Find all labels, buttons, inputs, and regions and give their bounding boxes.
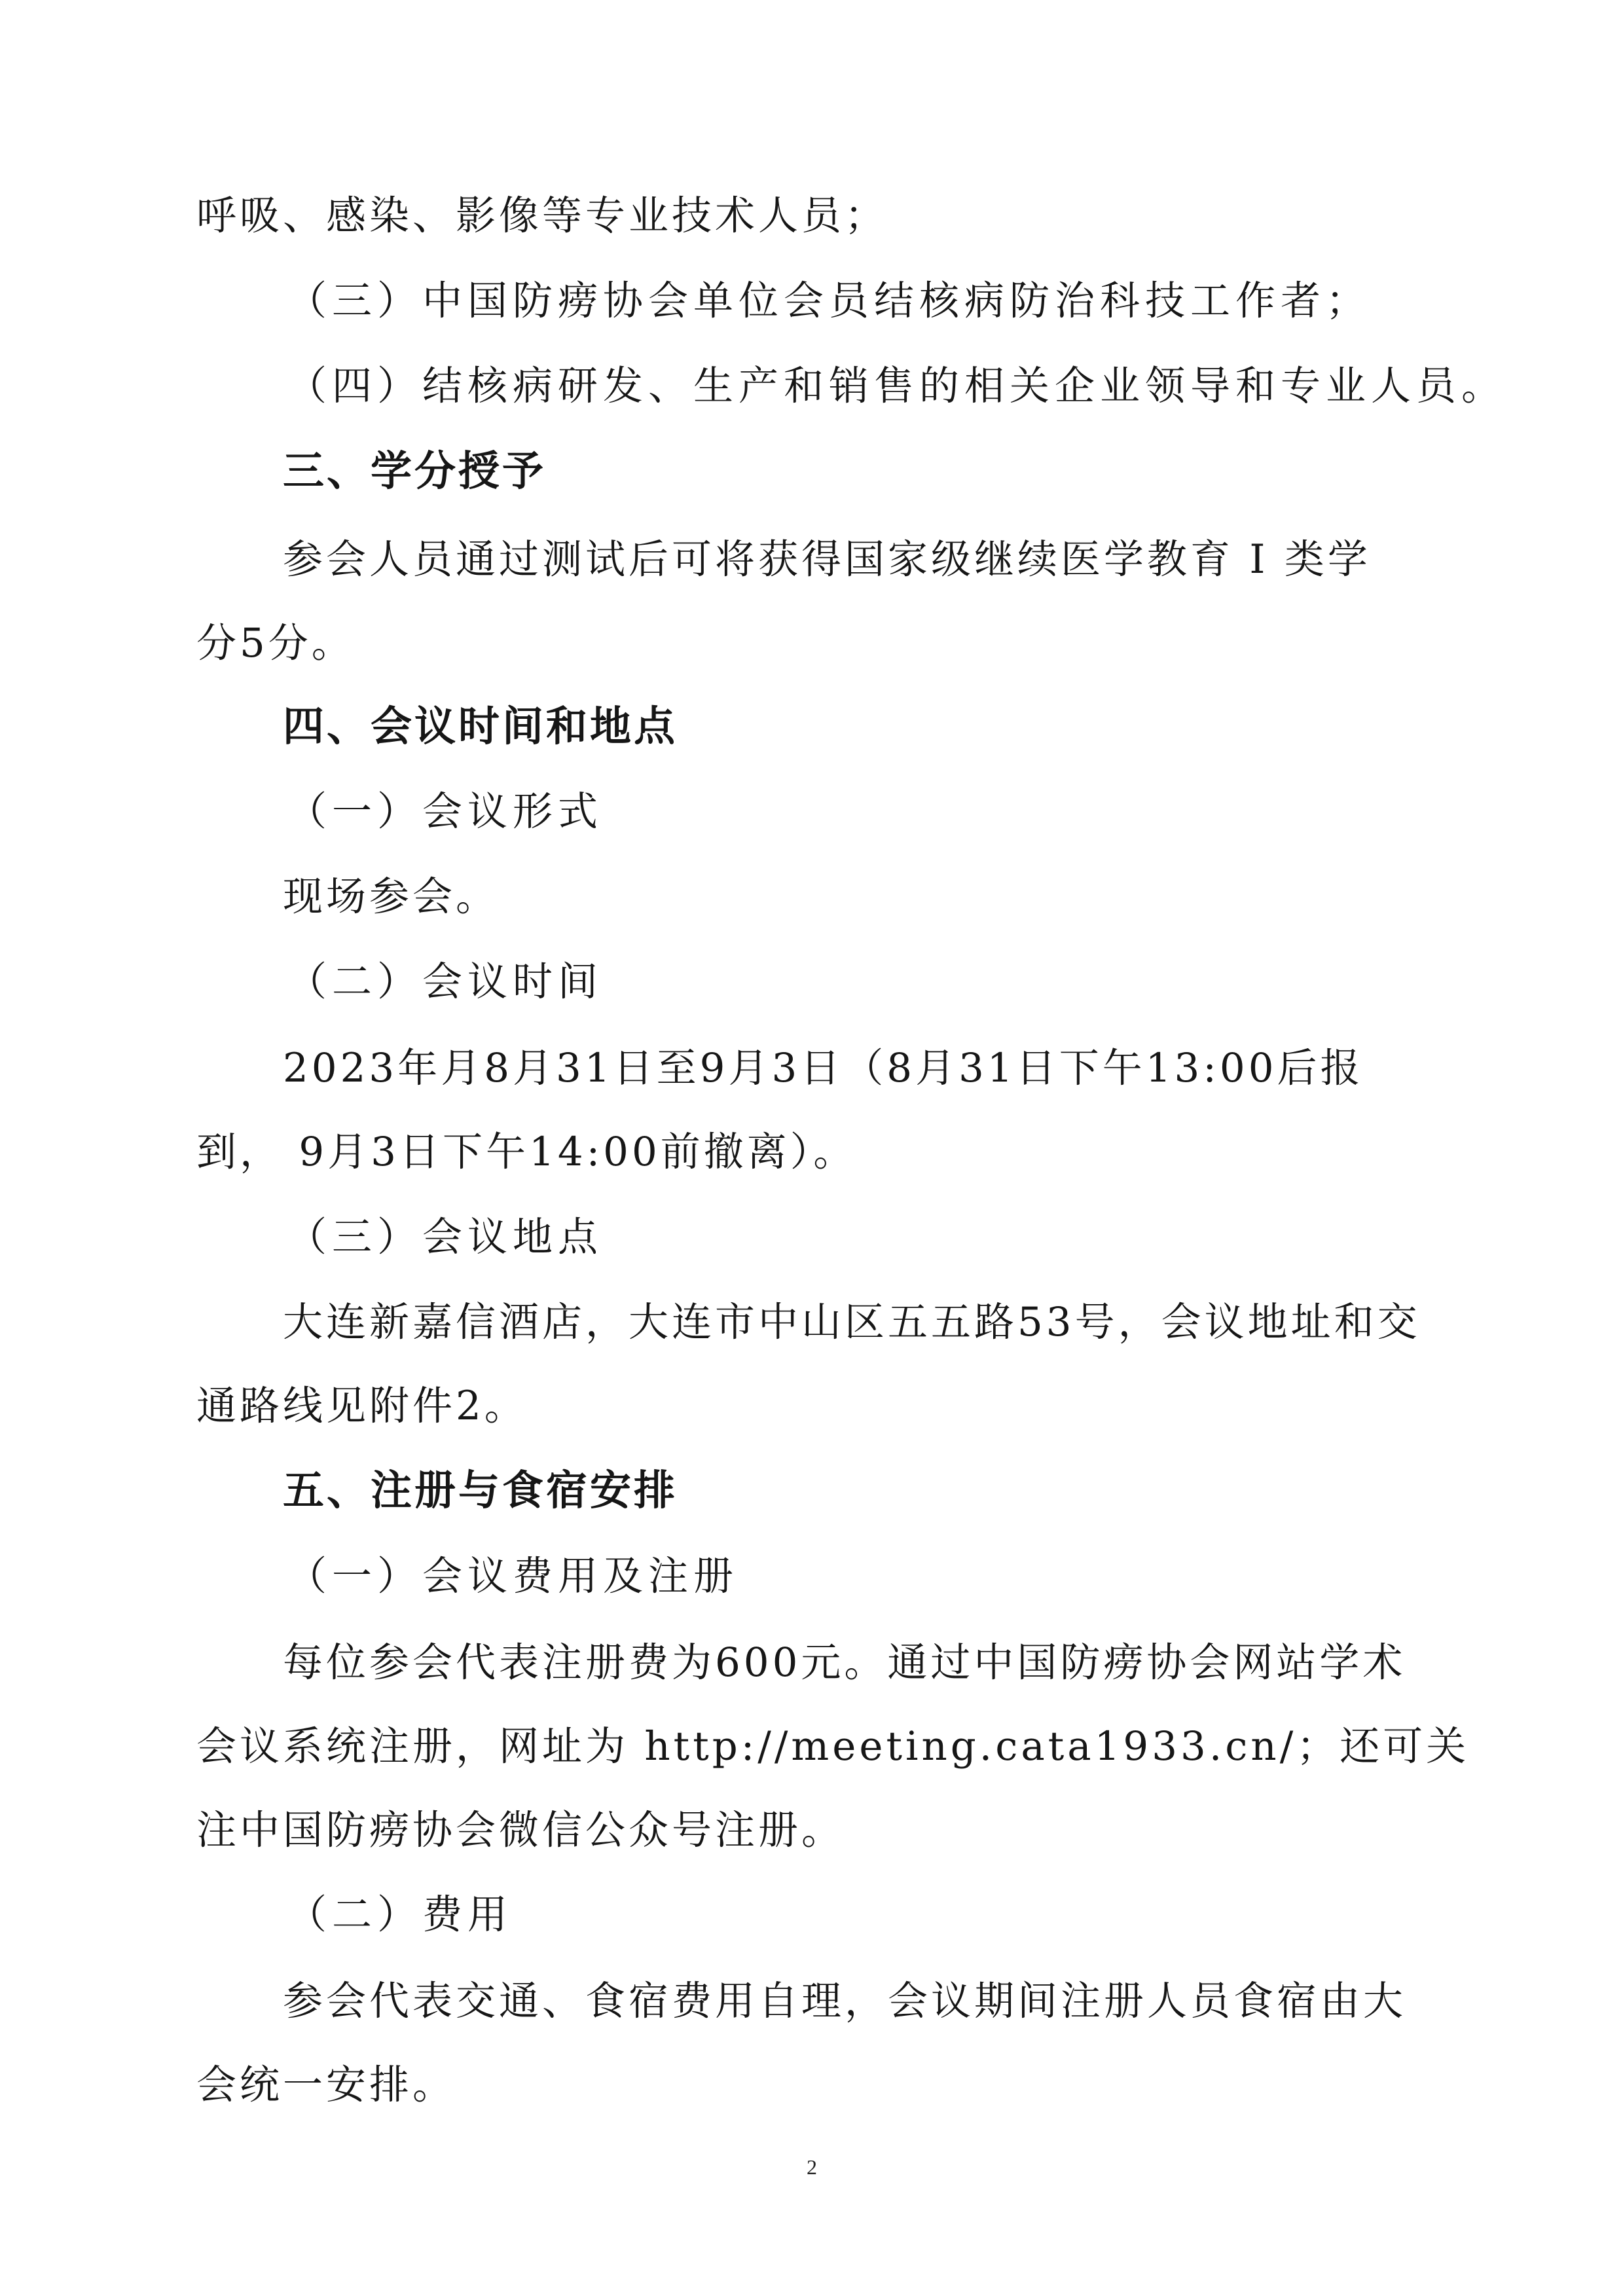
paragraph-venue-line-2: 通路线见附件2。 (196, 1383, 528, 1429)
section-heading-credits: 三、学分授予 (283, 447, 546, 495)
list-item-four: （四）结核病研发、生产和销售的相关企业领导和专业人员。 (287, 363, 1507, 409)
paragraph-costs-line-1: 参会代表交通、食宿费用自理，会议期间注册人员食宿由大 (283, 1978, 1407, 2024)
subheading-costs: （二）费用 (287, 1891, 513, 1938)
paragraph-credits-line-1: 参会人员通过测试后可将获得国家级继续医学教育 Ⅰ 类学 (283, 536, 1371, 583)
paragraph-time-line-1: 2023年月8月31日至9月3日（8月31日下午13:00后报 (283, 1045, 1364, 1091)
paragraph-fee-line-1: 每位参会代表注册费为600元。通过中国防痨协会网站学术 (283, 1639, 1406, 1686)
paragraph-credits-line-2: 分5分。 (196, 620, 355, 666)
section-heading-time-place: 四、会议时间和地点 (283, 702, 678, 750)
subheading-time: （二）会议时间 (287, 958, 604, 1005)
section-heading-registration: 五、注册与食宿安排 (283, 1467, 678, 1514)
subheading-format: （一）会议形式 (287, 788, 604, 835)
paragraph-line-continuation: 呼吸、感染、影像等专业技术人员； (196, 192, 888, 239)
paragraph-fee-line-2: 会议系统注册，网址为 http://meeting.cata1933.cn/；还可关 (196, 1723, 1470, 1770)
list-item-three: （三）中国防痨协会单位会员结核病防治科技工作者； (287, 278, 1372, 324)
page-number: 2 (807, 2155, 817, 2179)
paragraph-time-line-2: 到， 9月3日下午14:00前撤离）。 (196, 1129, 857, 1175)
subheading-fee-registration: （一）会议费用及注册 (287, 1553, 739, 1599)
paragraph-costs-line-2: 会统一安排。 (196, 2062, 456, 2108)
paragraph-format: 现场参会。 (283, 873, 500, 920)
subheading-venue: （三）会议地点 (287, 1214, 604, 1260)
paragraph-venue-line-1: 大连新嘉信酒店，大连市中山区五五路53号，会议地址和交 (283, 1299, 1421, 1345)
paragraph-fee-line-3: 注中国防痨协会微信公众号注册。 (196, 1807, 845, 1853)
